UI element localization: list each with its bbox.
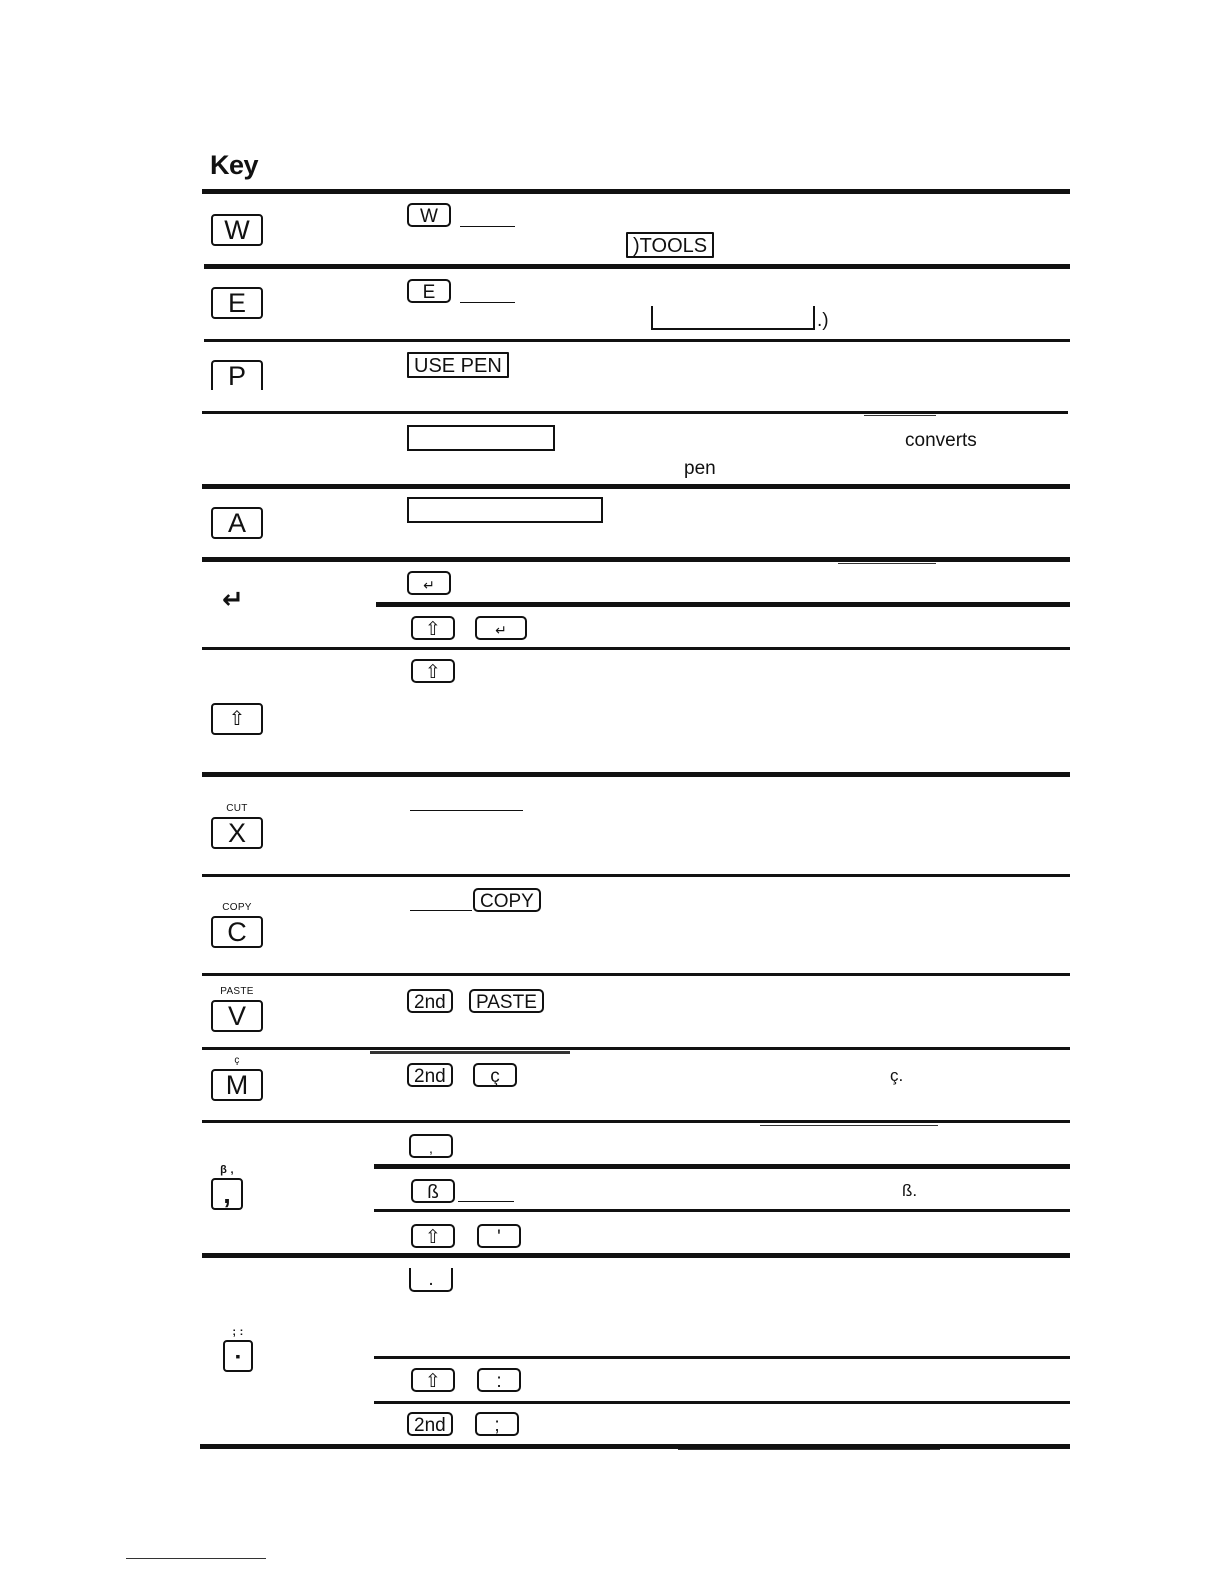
key-period-label: ▪ xyxy=(235,1348,241,1364)
second-key-label: 2nd xyxy=(414,1415,446,1436)
key-comma-sublabel: β , xyxy=(220,1164,234,1176)
key-period xyxy=(223,1326,253,1372)
key-w xyxy=(211,214,263,246)
action-key-w xyxy=(407,203,451,227)
e-suffix-text: .) xyxy=(817,310,829,331)
period-key xyxy=(409,1268,453,1292)
action-underline xyxy=(410,910,472,911)
row-divider xyxy=(202,1047,1070,1050)
key-m-label: M xyxy=(225,1070,249,1100)
action-shift-key xyxy=(411,1224,455,1248)
copy-key-label: COPY xyxy=(480,891,534,912)
tools-key xyxy=(626,232,714,258)
blank-key-box xyxy=(407,497,603,523)
colon-key-label: : xyxy=(496,1371,502,1392)
blank-key-box xyxy=(651,306,815,330)
eszett-key xyxy=(411,1179,455,1203)
hairline xyxy=(838,563,936,564)
key-a-label: A xyxy=(227,508,246,538)
enter-icon: ↵ xyxy=(222,584,244,614)
hairline xyxy=(864,415,936,416)
key-a xyxy=(211,507,263,539)
row-divider xyxy=(202,557,1070,562)
cedilla-char-text: ç. xyxy=(890,1066,904,1085)
key-comma xyxy=(211,1164,243,1210)
key-c-sublabel: COPY xyxy=(222,902,252,913)
second-key xyxy=(407,1063,453,1087)
tools-key-label: )TOOLS xyxy=(633,235,708,257)
action-key-e xyxy=(407,279,451,303)
cedilla-key xyxy=(473,1063,517,1087)
action-shift-key xyxy=(411,616,455,640)
semicolon-key xyxy=(475,1412,519,1436)
key-e-label: E xyxy=(227,288,246,318)
key-e xyxy=(211,287,263,319)
row-divider xyxy=(202,411,1068,414)
key-v xyxy=(211,986,263,1032)
hairline xyxy=(370,1051,570,1054)
copy-key xyxy=(473,888,541,912)
key-comma-label: , xyxy=(223,1179,231,1209)
period-key-label: . xyxy=(428,1269,434,1290)
shift-arrow-icon: ⇧ xyxy=(228,708,246,730)
row-divider xyxy=(202,772,1070,777)
apostrophe-key xyxy=(477,1224,521,1248)
key-v-sublabel: PASTE xyxy=(220,986,254,997)
key-c xyxy=(211,902,263,948)
action-key-w-label: W xyxy=(420,206,438,227)
row-divider xyxy=(204,264,1070,269)
row-divider xyxy=(202,874,1070,877)
key-m-sublabel: ç xyxy=(234,1055,240,1066)
key-shift xyxy=(211,703,263,735)
action-underline xyxy=(410,810,523,811)
second-key-label: 2nd xyxy=(414,992,446,1013)
key-p xyxy=(211,360,263,390)
key-x xyxy=(211,803,263,849)
shift-arrow-icon: ⇧ xyxy=(425,1371,441,1392)
key-w-label: W xyxy=(224,215,250,245)
hairline xyxy=(678,1449,940,1450)
use-pen-key xyxy=(407,352,509,378)
enter-icon: ↵ xyxy=(495,622,507,638)
semicolon-key-label: ; xyxy=(494,1415,500,1436)
row-divider xyxy=(202,1120,1070,1123)
enter-icon: ↵ xyxy=(423,577,435,593)
row-subdivider xyxy=(374,1164,1070,1169)
hairline xyxy=(126,1558,266,1559)
converts-text: converts xyxy=(905,430,977,451)
column-heading-key: Key xyxy=(210,150,259,180)
blank-key-box xyxy=(407,425,555,451)
eszett-key-label: ß xyxy=(427,1182,439,1203)
action-enter-key xyxy=(475,616,527,640)
colon-key xyxy=(477,1368,521,1392)
shift-arrow-icon: ⇧ xyxy=(425,619,441,640)
row-divider xyxy=(202,484,1070,489)
key-x-sublabel: CUT xyxy=(226,803,248,814)
action-key-e-label: E xyxy=(422,282,436,303)
comma-key xyxy=(409,1134,453,1158)
action-enter-key xyxy=(407,571,451,595)
hairline xyxy=(760,1125,938,1126)
key-v-label: V xyxy=(227,1001,246,1031)
row-divider xyxy=(202,973,1070,976)
key-c-label: C xyxy=(227,917,247,947)
row-subdivider xyxy=(374,1401,1070,1404)
action-underline xyxy=(460,302,515,303)
second-key xyxy=(407,989,453,1013)
row-divider xyxy=(202,1253,1070,1258)
comma-key-label: , xyxy=(429,1140,433,1156)
row-subdivider xyxy=(376,602,1070,607)
key-x-label: X xyxy=(227,818,246,848)
second-key xyxy=(407,1412,453,1436)
cedilla-key-label: ç xyxy=(490,1066,500,1087)
key-period-sublabel: ; : xyxy=(232,1326,244,1338)
row-subdivider xyxy=(374,1356,1070,1359)
key-p-label: P xyxy=(227,361,246,391)
paste-key xyxy=(469,989,544,1013)
second-key-label: 2nd xyxy=(414,1066,446,1087)
row-divider xyxy=(204,339,1070,342)
row-divider xyxy=(202,189,1070,194)
action-shift-key xyxy=(411,1368,455,1392)
shift-arrow-icon: ⇧ xyxy=(425,662,441,683)
key-m xyxy=(211,1055,263,1101)
shift-arrow-icon: ⇧ xyxy=(425,1227,441,1248)
pen-text: pen xyxy=(684,458,716,479)
action-shift-key xyxy=(411,659,455,683)
row-subdivider xyxy=(374,1209,1070,1212)
row-divider xyxy=(202,647,1070,650)
action-underline xyxy=(458,1201,514,1202)
action-underline xyxy=(460,226,515,227)
eszett-char-text: ß. xyxy=(902,1181,918,1200)
paste-key-label: PASTE xyxy=(476,992,537,1013)
apostrophe-key-label: ' xyxy=(497,1227,501,1248)
use-pen-key-label: USE PEN xyxy=(414,355,502,377)
